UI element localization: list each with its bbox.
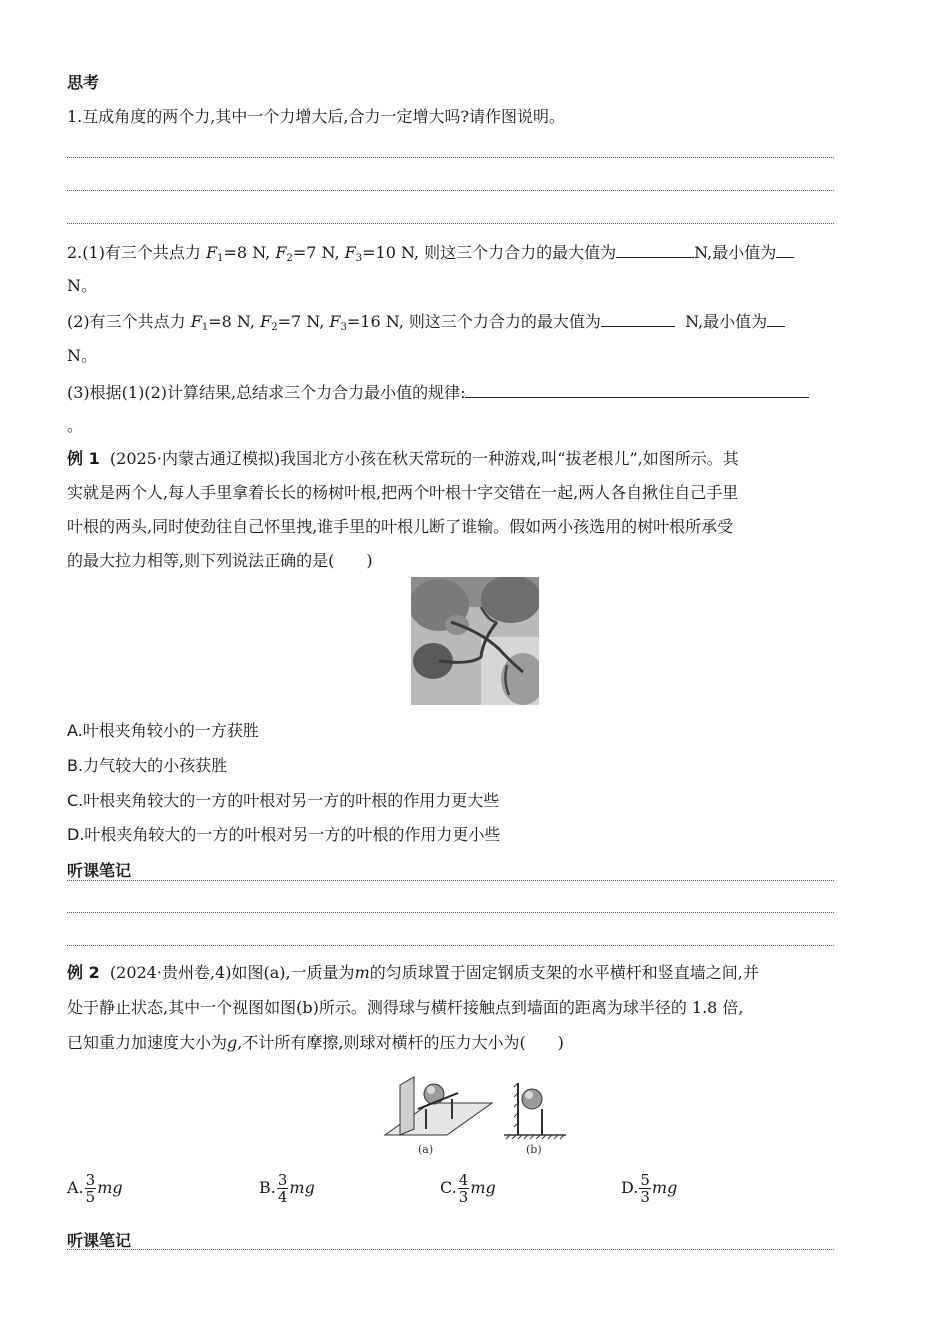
example-1-line2: 实就是两个人,每人手里拿着长长的杨树叶根,把两个叶根十字交错在一起,两人各自揪住自己手里 bbox=[67, 483, 739, 502]
option-b[interactable]: B.力气较大的小孩获胜 bbox=[67, 756, 228, 775]
option-a[interactable]: A.叶根夹角较小的一方获胜 bbox=[67, 721, 259, 740]
example-2-line3: 已知重力加速度大小为g,不计所有摩擦,则球对横杆的压力大小为( ) bbox=[67, 1033, 564, 1052]
example-2-line2: 处于静止状态,其中一个视图如图(b)所示。测得球与横杆接触点到墙面的距离为球半径的 1.8 倍, bbox=[67, 998, 744, 1017]
example-2-line1: 例 2 (2024·贵州卷,4)如图(a),一质量为m的匀质球置于固定钢质支架的水平横杆和竖直墙之间,并 bbox=[67, 963, 759, 982]
answer-line[interactable] bbox=[67, 190, 834, 191]
question-2-2-end: N。 bbox=[67, 346, 98, 365]
answer-line[interactable] bbox=[67, 223, 834, 224]
fill-blank[interactable] bbox=[767, 311, 785, 327]
notes-line[interactable] bbox=[67, 945, 834, 946]
question-1: 1.互成角度的两个力,其中一个力增大后,合力一定增大吗?请作图说明。 bbox=[67, 107, 566, 126]
option-d[interactable]: D. $\frac{5}{3}$ mg bbox=[621, 1171, 678, 1206]
question-2-2: (2)有三个共点力 $F_1=8$ N, $F_2=7$ N, $F_3=16$ N, 则这三个力合力的最大值为 N,最小值为 bbox=[67, 309, 785, 332]
notes-line[interactable] bbox=[67, 1249, 834, 1250]
notes-line[interactable] bbox=[67, 912, 834, 913]
question-2-1-end: N。 bbox=[67, 276, 98, 295]
example-1-line3: 叶根的两头,同时使劲往自己怀里拽,谁手里的叶根儿断了谁输。假如两小孩选用的树叶根所承受 bbox=[67, 517, 734, 536]
question-2-1: 2.(1)有三个共点力 $F_1=8$ N, $F_2=7$ N, $F_3=10$ N, 则这三个力合力的最大值为 N,最小值为 bbox=[67, 240, 794, 263]
example-1-line4: 的最大拉力相等,则下列说法正确的是( ) bbox=[67, 551, 373, 570]
option-c[interactable]: C. $\frac{4}{3}$ mg bbox=[440, 1171, 496, 1206]
option-a[interactable]: A. $\frac{3}{5}$ mg bbox=[67, 1171, 123, 1206]
notes-heading: 听课笔记 bbox=[67, 1231, 132, 1250]
notes-line[interactable] bbox=[67, 880, 834, 881]
example-1-line1: 例 1 (2025·内蒙古通辽模拟)我国北方小孩在秋天常玩的一种游戏,叫“拔老根儿”,如图所示。其 bbox=[67, 449, 739, 468]
question-2-3-end: 。 bbox=[67, 416, 84, 435]
fill-blank[interactable] bbox=[616, 242, 694, 258]
notes-heading: 听课笔记 bbox=[67, 861, 132, 880]
fill-blank[interactable] bbox=[465, 382, 809, 398]
fig-b-label: (b) bbox=[526, 1143, 542, 1156]
leaf-stem-photo bbox=[411, 577, 539, 705]
fig-a-label: (a) bbox=[418, 1143, 434, 1156]
ball-bracket-figure bbox=[382, 1073, 572, 1161]
fill-blank[interactable] bbox=[601, 311, 675, 327]
answer-line[interactable] bbox=[67, 157, 834, 158]
option-d[interactable]: D.叶根夹角较大的一方的叶根对另一方的叶根的作用力更小些 bbox=[67, 825, 501, 844]
option-b[interactable]: B. $\frac{3}{4}$ mg bbox=[259, 1171, 315, 1206]
think-heading: 思考 bbox=[67, 73, 100, 92]
option-c[interactable]: C.叶根夹角较大的一方的叶根对另一方的叶根的作用力更大些 bbox=[67, 791, 500, 810]
fill-blank[interactable] bbox=[776, 242, 794, 258]
question-2-3: (3)根据(1)(2)计算结果,总结求三个力合力最小值的规律: bbox=[67, 380, 809, 403]
